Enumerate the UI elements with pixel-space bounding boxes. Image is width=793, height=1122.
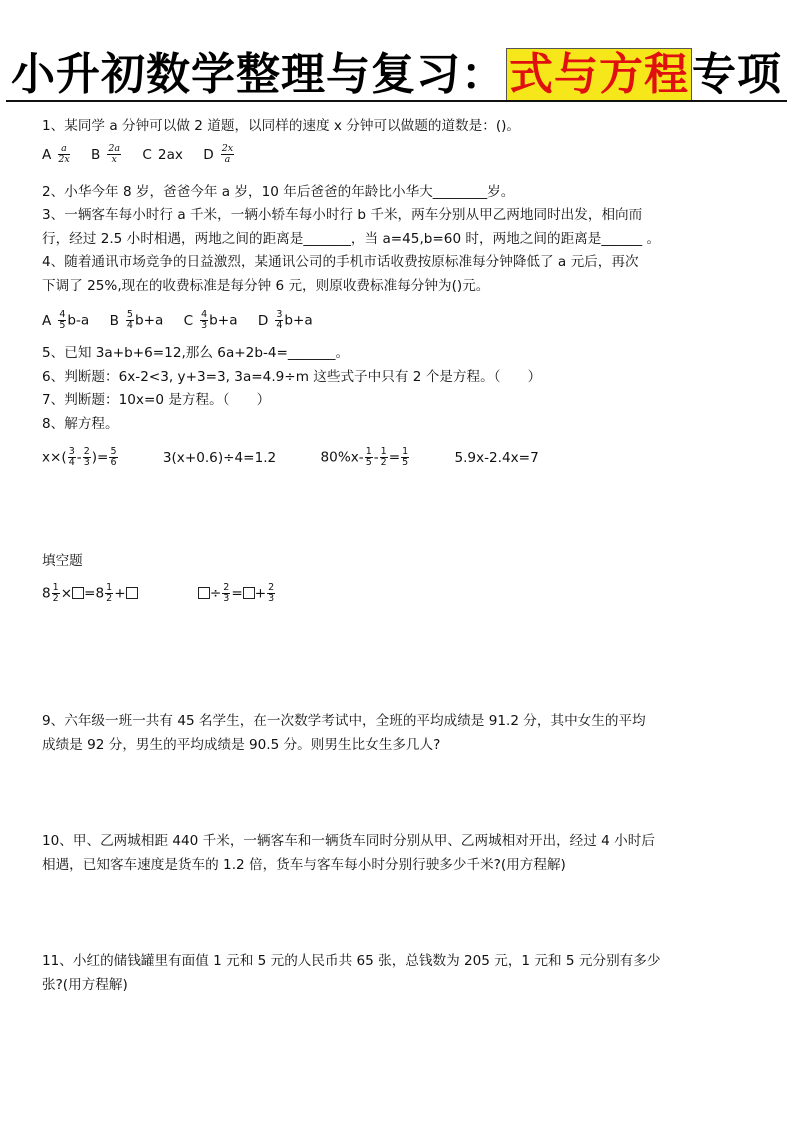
option-b: B $\frac{5}{4}$ b+a [109,309,164,331]
question-6: 6、判断题：6x-2<3, y+3=3, 3a=4.9÷m 这些式子中只有 2 个是方程。（ ） [42,369,542,385]
title-highlight: 式与方程 [506,48,692,101]
question-4-line-1: 4、随着通讯市场竞争的日益激烈，某通讯公司的手机市话收费按原标准每分钟降低了 a 元后，再次 [42,254,639,270]
question-4-line-2: 下调了 25%,现在的收费标准是每分钟 6 元，则原收费标准每分钟为()元。 [42,278,490,294]
blank-box [198,587,210,599]
fill-equation-2: ÷ $\frac{2}{3}$ = + $\frac{2}{3}$ [198,583,276,604]
question-10-line-2: 相遇，已知客车速度是货车的 1.2 倍，货车与客车每小时分别行驶多少千米?(用方程解) [42,857,566,873]
blank-box [72,587,84,599]
equations-row [42,447,579,468]
equation-3: 80%x- $\frac{1}{5}$ - $\frac{1}{2}$ = $\frac{1}{5}$ [320,446,409,468]
fill-row [42,583,316,604]
blank-box [243,587,255,599]
fill-heading: 填空题 [42,553,83,569]
page-title [11,48,782,101]
question-9-line-2: 成绩是 92 分，男生的平均成绩是 90.5 分。则男生比女生多几人? [42,737,441,753]
question-2: 2、小华今年 8 岁，爸爸今年 a 岁，10 年后爸爸的年龄比小华大________岁。 [42,184,515,200]
title-prefix: 小升初数学整理与复习： [11,49,506,100]
question-11-line-1: 11、小红的储钱罐里有面值 1 元和 5 元的人民币共 65 张，总钱数为 205 元，1 元和 5 元分别有多少 [42,953,661,969]
equation-1: x×( $\frac{3}{4}$ - $\frac{2}{3}$ )= $\frac{5}{6}$ [42,446,117,468]
equation-2: 3(x+0.6)÷4=1.2 [162,449,277,466]
option-d: D $\frac{3}{4}$ b+a [257,309,313,331]
option-b: B $\frac{2a}{x}$ [91,143,121,165]
question-5: 5、已知 3a+b+6=12,那么 6a+2b-4=_______。 [42,345,350,361]
question-8: 8、解方程。 [42,416,119,432]
question-1: 1、某同学 a 分钟可以做 2 道题，以同样的速度 x 分钟可以做题的道数是：()。 [42,118,521,134]
option-c: C 2ax [142,146,183,163]
option-a: A $\frac{4}{5}$ b-a [42,309,90,331]
option-a: A $\frac{a}{2x}$ [42,143,70,165]
page-title-wrap [0,38,793,102]
question-10-line-1: 10、甲、乙两城相距 440 千米，一辆客车和一辆货车同时分别从甲、乙两城相对开出，经过 4 小时后 [42,833,655,849]
blank-box [126,587,138,599]
fill-equation-1: 8 $\frac{1}{2}$ × =8 $\frac{1}{2}$ + [42,583,138,604]
question-4-options [42,310,329,331]
equation-4: 5.9x-2.4x=7 [454,449,539,466]
question-1-options [42,144,251,165]
title-divider [6,100,787,102]
question-11-line-2: 张?(用方程解) [42,977,128,993]
question-3-line-1: 3、一辆客车每小时行 a 千米，一辆小轿车每小时行 b 千米，两车分别从甲乙两地同时出发，相向而 [42,207,643,223]
question-3-line-2: 行，经过 2.5 小时相遇，两地之间的距离是_______，当 a=45,b=60 时，两地之间的距离是______ 。 [42,231,661,247]
option-d: D $\frac{2x}{a}$ [203,143,234,165]
title-suffix: 专项 [692,49,782,100]
question-9-line-1: 9、六年级一班一共有 45 名学生，在一次数学考试中，全班的平均成绩是 91.2 分，其中女生的平均 [42,713,646,729]
question-7: 7、判断题：10x=0 是方程。（ ） [42,392,271,408]
option-c: C $\frac{4}{3}$ b+a [183,309,238,331]
